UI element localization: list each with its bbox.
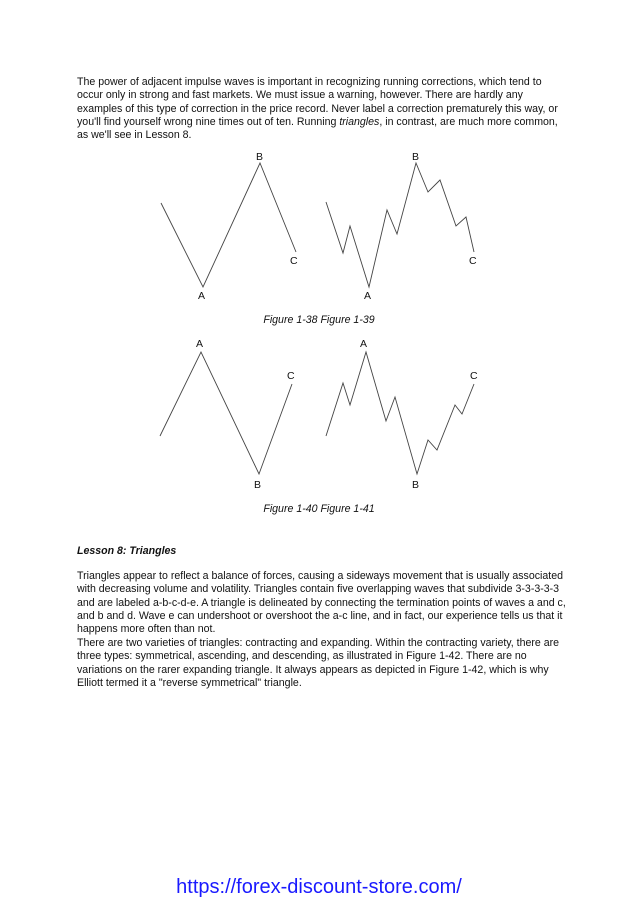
figure-caption-row-2: Figure 1-40 Figure 1-41	[263, 503, 375, 515]
paragraph-triangle-varieties: There are two varieties of triangles: contracting and expanding. Within the contracting variety, there are three types: symmetrical, ascending, and descending, as illustrated in Figure 1-42. There are no variations on the rarer expanding triangle. It always appears as depicted in Figure 1-42, which is why Elliott termed it a "reverse symmetrical" triangle.	[77, 637, 560, 689]
wave-label-a: A	[196, 338, 204, 350]
lesson-heading: Lesson 8: Triangles	[77, 545, 177, 557]
figure-1-40	[160, 338, 295, 491]
emphasis-triangles: triangles	[339, 115, 380, 128]
wave-label-a: A	[364, 290, 372, 302]
wave-line	[160, 352, 292, 474]
paragraph-text: The power of adjacent impulse waves is important in recognizing running corrections, which tend to occur only in strong and fast markets. We must issue a warning, however. There are hardly any examples of this type of correction in the price record. Never label a correction prematurely this way, or you'll find yourself wrong nine times out of ten. Running	[77, 76, 558, 128]
figure-1-39	[326, 151, 477, 302]
wave-label-b: B	[254, 479, 262, 491]
wave-label-b: B	[412, 151, 420, 163]
wave-label-b: B	[412, 479, 420, 491]
wave-line	[326, 163, 474, 287]
wave-label-c: C	[469, 255, 477, 267]
figure-caption-row-1: Figure 1-38 Figure 1-39	[263, 314, 375, 326]
wave-label-c: C	[470, 370, 478, 382]
wave-label-b: B	[256, 151, 264, 163]
figure-1-41	[326, 338, 478, 491]
wave-label-c: C	[287, 370, 295, 382]
wave-line	[161, 163, 296, 287]
wave-label-a: A	[360, 338, 368, 350]
figure-1-38	[161, 151, 298, 302]
footer-website-link[interactable]: https://forex-discount-store.com/	[176, 876, 462, 898]
wave-label-c: C	[290, 255, 298, 267]
paragraph-triangles-intro: Triangles appear to reflect a balance of forces, causing a sideways movement that is usually associated with decreasing volume and volatility. Triangles contain five overlapping waves that subdivide 3-3-3-3-3 and are labeled a-b-c-d-e. A triangle is delineated by connecting the termination points of waves a and c, and b and d. Wave e can undershoot or overshoot the a-c line, and in fact, our experience tells us that it happens more often than not.	[77, 570, 566, 636]
wave-label-a: A	[198, 290, 206, 302]
wave-line	[326, 352, 474, 474]
paragraph-text: , in contrast, are much more common, as we'll see in Lesson 8.	[77, 115, 558, 142]
